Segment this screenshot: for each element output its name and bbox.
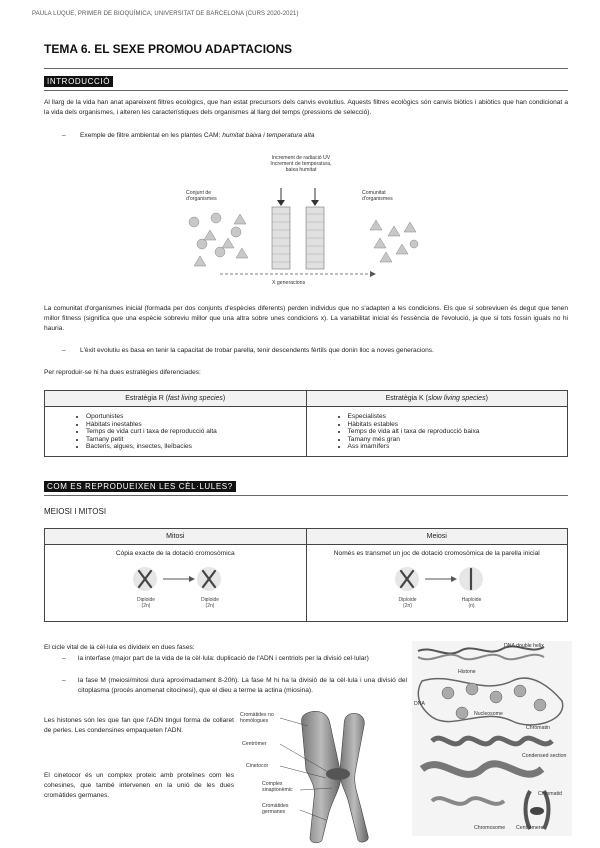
list-item: • Hàbitats inestables [86, 421, 305, 429]
section-heading-intro: INTRODUCCIÓ [44, 76, 113, 87]
list-item: • Ass imamífers [348, 443, 567, 451]
mitosi-diagram [127, 563, 227, 595]
list-item: • Tamany més gran [348, 436, 567, 444]
success-text: L'èxit evolutiu es basa en tenir la capacitat de trobar parella, tenir descendents fèrtils que donin lloc a noves generacions. [80, 347, 434, 354]
mitosi-description: Còpia exacte de la dotació cromosòmica [115, 550, 235, 557]
list-item: • Bacteris, algues, insectes, lleïbacies [86, 443, 305, 451]
section-heading-cells: COM ES REPRODUEIXEN LES CÈL·LULES? [44, 481, 236, 492]
intro-paragraph-1: Al llarg de la vida han anat apareixent filtres ecològics, que han estat precursors dels canvis evolutius. Aquests filtres ecològics són canvis biòtics i abiòtics que han condicionat a la vida dels organismes, i alteren les característiques dels organismes al llarg del temps (pressions de selecció). [44, 99, 568, 116]
final-community-shapes [370, 220, 418, 262]
example-italic: humitat baixa i temperatura alta [222, 132, 315, 139]
mitosi-meiosi-table [44, 528, 568, 622]
histones-paragraph: Les histones són les que fan que l'ADN tingui forma de collaret de perles. Les condensines empaqueten l'ADN. [44, 717, 234, 734]
example-text: Exemple de filtre ambiental en les plantes CAM: [80, 132, 223, 139]
list-item: • Hàbitats estables [348, 421, 567, 429]
meiosi-left-label: Diploide (2n) [398, 597, 417, 609]
dna-label-nucleosome: Nucleosome [474, 711, 503, 717]
list-item: • Oportunistes [86, 413, 305, 421]
meiosi-mitosi-subheading: MEIOSI I MITOSI [44, 507, 107, 516]
cycle-intro: El cicle vital de la cèl·lula es divideix en dues fases: [44, 644, 195, 651]
example-bullet: – Exemple de filtre ambiental en les plantes CAM: humitat baixa i temperatura alta [62, 132, 315, 139]
title-rule [44, 68, 568, 69]
dna-packaging-drawing [412, 641, 572, 836]
cycle-item-2: – la fase M (meiosi/mitosi dura aproximadament 8-20h). La fase M hi ha la divisió de la cèl·lula i una divisió del citoplasma (procés anomenat citocinesi), que el dieu a terme la actina (miosina). [62, 677, 407, 694]
mitosi-right-label: Diploide (2n) [200, 597, 220, 609]
intro-paragraph-2: La comunitat d'organismes inicial (formada per dos conjunts d'espècies diferents) perden individus que no s'adapten a les condicions. Els que sí sobreviuen és degut que tenen millor fitness (significa que una espècie sobreviu millor que una altra sobre unes condicions x). La variabilitat inicial és l'essència de l'evolució, ja que si tots fossin iguals no hi hauria. [44, 305, 568, 332]
success-bullet: – L'èxit evolutiu es basa en tenir la capacitat de trobar parella, tenir descendents fèrtils que donin lloc a noves generacions. [62, 346, 562, 356]
chromosome-figure [240, 708, 410, 844]
meiosi-diagram [389, 563, 489, 595]
dna-label-centromere: Centromere [516, 825, 544, 831]
final-community-label: Comunitat d'organismes [362, 190, 393, 202]
filter-barriers [272, 188, 324, 269]
cycle-item-1: – la interfase (major part de la vida de la cèl·lula: duplicació de l'ADN i centriols per la divisió cel·lular) [62, 655, 369, 662]
filter-top-label: Increment de radiació UV Increment de temperatura, baixa humitat [270, 155, 332, 173]
ecological-filter-figure [180, 152, 430, 292]
chromosome-label-4: Complex sinaptonèmic [262, 781, 293, 793]
dna-label-dna: DNA [414, 701, 425, 707]
meiosi-cell [306, 545, 568, 622]
meiosi-description: Només es transmet un joc de dotació cromosòmica de la parella inicial [333, 550, 540, 557]
dna-label-condensed: Condensed section [522, 753, 567, 759]
list-item: • Temps de vida curt i taxa de reproducció alta [86, 428, 305, 436]
dna-label-histone: Histone [458, 669, 476, 675]
intro-rule [44, 90, 568, 91]
mitosi-cell [45, 545, 307, 622]
initial-community-shapes [189, 213, 248, 266]
list-item: • Especialistes [348, 413, 567, 421]
r-strategy-cell [45, 407, 307, 457]
meiosi-header: Meiosi [306, 529, 568, 545]
mitosi-left-label: Diploide (2n) [136, 597, 156, 609]
dna-label-chromatid: Chromatid [538, 791, 562, 797]
dna-label-chromatin: Chromatin [526, 725, 550, 731]
running-head: PAULA LUQUE, PRIMER DE BIOQUÍMICA, UNIVERSITAT DE BARCELONA (CURS 2020-2021) [32, 11, 299, 17]
meiosi-right-label: Haploide (n) [461, 597, 482, 609]
dna-packaging-figure [412, 641, 572, 836]
chromosome-label-5: Cromàtides germanes [262, 803, 289, 815]
r-strategy-header: Estratègia R (fast living species) [45, 391, 307, 407]
chromosome-label-1: Cromàtides no homòlogues [240, 712, 274, 724]
generations-label: X generacions [272, 280, 306, 286]
k-strategy-cell [306, 407, 568, 457]
page-title: TEMA 6. EL SEXE PROMOU ADAPTACIONS [44, 42, 293, 56]
cells-rule [44, 495, 568, 496]
dna-label-double-helix: DNA double helix [504, 643, 544, 649]
list-item: • Tamany petit [86, 436, 305, 444]
mitosi-header: Mitosi [45, 529, 307, 545]
cohesin-paragraph: El cinetocor és un complex proteic amb proteïnes com les cohesines, que també intervenen en la unió de les dues cromàtides germanes. [44, 772, 234, 799]
dna-label-chromosome: Chromosome [474, 825, 506, 831]
intro-paragraph-4: Per reproduir-se hi ha dues estratègies diferenciades: [44, 369, 201, 376]
chromosome-label-3: Cinetocor [246, 763, 269, 769]
list-item: • Temps de vida alt i taxa de reproducció baixa [348, 428, 567, 436]
chromosome-label-2: Centròmer [242, 741, 267, 747]
strategy-table [44, 390, 568, 457]
initial-community-label: Conjunt de d'organismes [186, 190, 217, 202]
k-strategy-header: Estratègia K (slow living species) [306, 391, 568, 407]
